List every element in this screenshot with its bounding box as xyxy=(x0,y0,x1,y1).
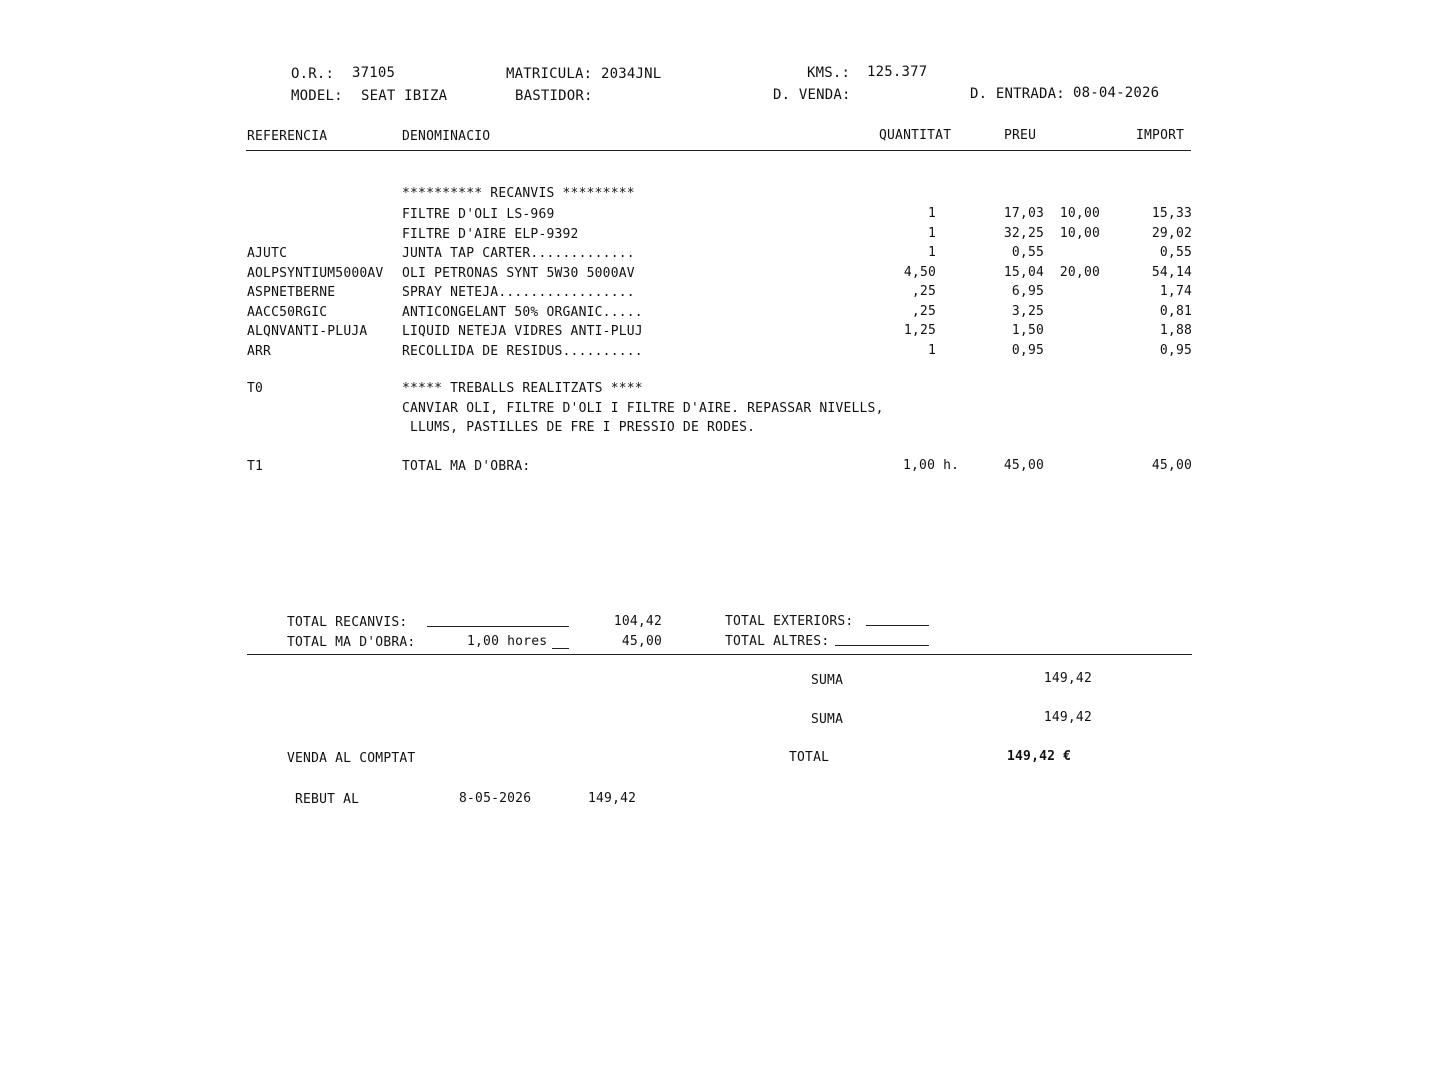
line-discount: 10,00 xyxy=(1059,206,1100,221)
total-exteriors-label: TOTAL EXTERIORS: xyxy=(725,614,854,629)
line-ref: ASPNETBERNE xyxy=(247,285,336,300)
treballs-line-1: CANVIAR OLI, FILTRE D'OLI I FILTRE D'AIRE. REPASSAR NIVELLS, xyxy=(402,401,884,416)
kms-value: 125.377 xyxy=(867,64,928,80)
total-recanvis-label: TOTAL RECANVIS: xyxy=(287,615,408,630)
line-amount: 15,33 xyxy=(1151,206,1192,221)
or-value: 37105 xyxy=(352,65,396,81)
total-maobra-underline xyxy=(552,648,569,649)
line-qty: ,25 xyxy=(911,304,936,319)
line-qty: 1 xyxy=(927,226,936,241)
total-maobra-hours: 1,00 hores xyxy=(467,634,548,649)
line-discount: 10,00 xyxy=(1059,226,1100,241)
col-import: IMPORT xyxy=(1136,128,1185,143)
line-price: 17,03 xyxy=(1003,206,1044,221)
or-label: O.R.: xyxy=(291,66,335,82)
col-quantitat: QUANTITAT xyxy=(879,128,952,143)
bastidor-label: BASTIDOR: xyxy=(515,88,593,104)
col-referencia: REFERENCIA xyxy=(247,129,328,144)
entrada-value: 08-04-2026 xyxy=(1073,85,1160,101)
payment-type: VENDA AL COMPTAT xyxy=(287,751,416,766)
line-price: 3,25 xyxy=(1011,304,1044,319)
total-recanvis-value: 104,42 xyxy=(613,614,662,629)
line-desc: OLI PETRONAS SYNT 5W30 5000AV xyxy=(402,266,635,281)
line-desc: RECOLLIDA DE RESIDUS.......... xyxy=(402,344,643,359)
line-qty: 1 xyxy=(927,245,936,260)
receipt-label: REBUT AL xyxy=(295,792,360,807)
labor-desc: TOTAL MA D'OBRA: xyxy=(402,459,531,474)
matricula-value: 2034JNL xyxy=(601,66,662,82)
suma-1-value: 149,42 xyxy=(1043,671,1092,686)
entrada-label: D. ENTRADA: xyxy=(970,86,1065,102)
line-desc: LIQUID NETEJA VIDRES ANTI-PLUJ xyxy=(402,324,643,339)
line-desc: SPRAY NETEJA................. xyxy=(402,285,635,300)
line-amount: 54,14 xyxy=(1151,265,1192,280)
total-label: TOTAL xyxy=(789,750,830,765)
totals-divider xyxy=(247,654,1192,655)
total-maobra-label: TOTAL MA D'OBRA: xyxy=(287,635,416,650)
total-recanvis-underline xyxy=(427,626,569,627)
treballs-title: ***** TREBALLS REALITZATS **** xyxy=(402,381,643,396)
total-maobra-value: 45,00 xyxy=(621,634,662,649)
line-qty: 1 xyxy=(927,206,936,221)
line-amount: 1,88 xyxy=(1159,323,1192,338)
model-label: MODEL: xyxy=(291,88,343,104)
col-denominacio: DENOMINACIO xyxy=(402,129,491,144)
suma-1-label: SUMA xyxy=(811,673,844,688)
line-amount: 0,95 xyxy=(1159,343,1192,358)
suma-2-value: 149,42 xyxy=(1043,710,1092,725)
total-altres-underline xyxy=(835,645,929,646)
section-recanvis-title: ********** RECANVIS ********* xyxy=(402,186,635,201)
kms-label: KMS.: xyxy=(807,65,851,81)
matricula-label: MATRICULA: xyxy=(506,66,593,82)
line-ref: AACC50RGIC xyxy=(247,305,328,320)
header-divider xyxy=(246,150,1191,151)
line-qty: 1,25 xyxy=(903,323,936,338)
line-qty: 4,50 xyxy=(903,265,936,280)
line-price: 1,50 xyxy=(1011,323,1044,338)
total-value: 149,42 € xyxy=(1007,749,1072,764)
treballs-ref: T0 xyxy=(247,381,264,396)
line-amount: 1,74 xyxy=(1159,284,1192,299)
receipt-date: 8-05-2026 xyxy=(459,791,532,806)
venda-label: D. VENDA: xyxy=(773,87,851,103)
suma-2-label: SUMA xyxy=(811,712,844,727)
line-price: 32,25 xyxy=(1003,226,1044,241)
line-price: 15,04 xyxy=(1003,265,1044,280)
line-desc: JUNTA TAP CARTER............. xyxy=(402,246,635,261)
line-desc: ANTICONGELANT 50% ORGANIC..... xyxy=(402,305,643,320)
labor-qty: 1,00 h. xyxy=(903,458,960,473)
total-altres-label: TOTAL ALTRES: xyxy=(725,634,830,649)
labor-amount: 45,00 xyxy=(1151,458,1192,473)
line-desc: FILTRE D'AIRE ELP-9392 xyxy=(402,227,579,242)
line-qty: ,25 xyxy=(911,284,936,299)
line-qty: 1 xyxy=(927,343,936,358)
line-price: 6,95 xyxy=(1011,284,1044,299)
line-ref: ARR xyxy=(247,344,272,359)
line-ref: ALQNVANTI-PLUJA xyxy=(247,324,368,339)
total-exteriors-underline xyxy=(866,625,929,626)
line-discount: 20,00 xyxy=(1059,265,1100,280)
labor-ref: T1 xyxy=(247,459,264,474)
line-ref: AOLPSYNTIUM5000AV xyxy=(247,266,384,281)
line-amount: 0,55 xyxy=(1159,245,1192,260)
line-amount: 0,81 xyxy=(1159,304,1192,319)
labor-price: 45,00 xyxy=(1003,458,1044,473)
receipt-amount: 149,42 xyxy=(588,791,637,806)
line-price: 0,95 xyxy=(1011,343,1044,358)
col-preu: PREU xyxy=(1004,128,1037,143)
line-amount: 29,02 xyxy=(1151,226,1192,241)
line-price: 0,55 xyxy=(1011,245,1044,260)
line-ref: AJUTC xyxy=(247,246,288,261)
model-value: SEAT IBIZA xyxy=(361,88,448,104)
line-desc: FILTRE D'OLI LS-969 xyxy=(402,207,555,222)
treballs-line-2: LLUMS, PASTILLES DE FRE I PRESSIO DE RODES. xyxy=(402,420,756,435)
